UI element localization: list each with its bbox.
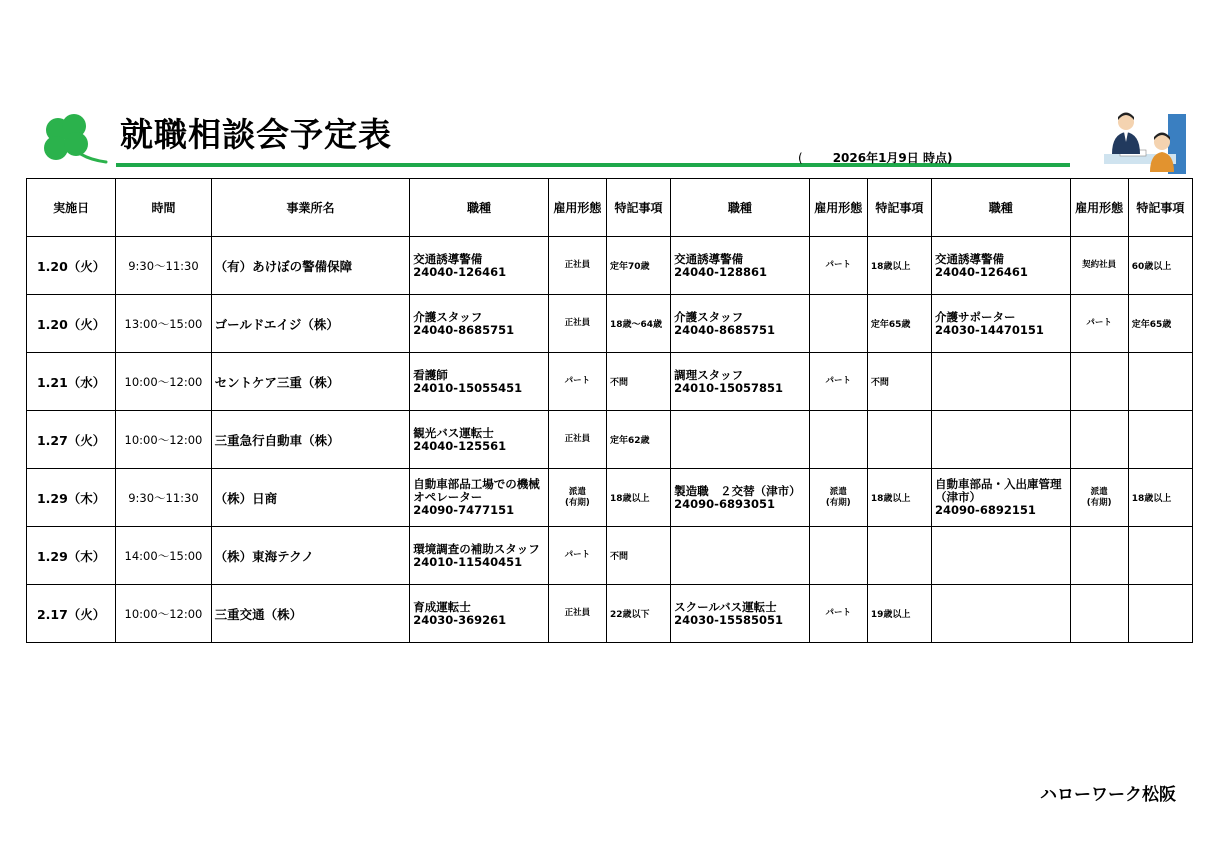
job-cell bbox=[671, 295, 809, 353]
session-date: 1.29（木） bbox=[27, 469, 116, 527]
table-row bbox=[27, 527, 1193, 585]
session-date: 1.20（火） bbox=[27, 237, 116, 295]
header-employment-3: 雇用形態 bbox=[1070, 179, 1128, 237]
job-note: 18歳～64歳 bbox=[606, 295, 670, 353]
job-cell bbox=[932, 237, 1070, 295]
session-time: 10:00～12:00 bbox=[116, 585, 211, 643]
job-note: 18歳以上 bbox=[606, 469, 670, 527]
job-title: 育成運転士 bbox=[413, 599, 471, 614]
job-cell bbox=[671, 585, 809, 643]
session-date: 1.27（火） bbox=[27, 411, 116, 469]
job-title: 介護スタッフ bbox=[674, 309, 744, 324]
job-note: 22歳以下 bbox=[606, 585, 670, 643]
company-name: セントケア三重（株） bbox=[211, 353, 410, 411]
employment-type: 正社員 bbox=[548, 585, 606, 643]
job-number: 24030-369261 bbox=[413, 612, 507, 627]
job-title: 自動車部品工場での機械オペレーター bbox=[413, 477, 540, 504]
job-note bbox=[867, 411, 931, 469]
job-number: 24010-15057851 bbox=[674, 380, 783, 395]
header-note-1: 特記事項 bbox=[606, 179, 670, 237]
job-number: 24030-15585051 bbox=[674, 612, 783, 627]
page-title: 就職相談会予定表 bbox=[120, 115, 392, 154]
session-date: 1.21（水） bbox=[27, 353, 116, 411]
job-title: 製造職 ２交替（津市） bbox=[674, 483, 801, 498]
job-number: 24040-8685751 bbox=[413, 322, 515, 337]
header-company: 事業所名 bbox=[211, 179, 410, 237]
table-row bbox=[27, 469, 1193, 527]
job-number: 24040-128861 bbox=[674, 264, 767, 279]
employment-type: 派遣 (有期) bbox=[548, 469, 606, 527]
job-cell bbox=[410, 469, 548, 527]
job-number: 24010-11540451 bbox=[413, 554, 523, 569]
job-title: 介護スタッフ bbox=[413, 309, 483, 324]
table-row bbox=[27, 295, 1193, 353]
clover-logo-icon bbox=[36, 112, 108, 170]
job-note: 18歳以上 bbox=[867, 469, 931, 527]
job-cell bbox=[932, 411, 1070, 469]
job-note: 定年65歳 bbox=[867, 295, 931, 353]
table-row bbox=[27, 411, 1193, 469]
job-number: 24010-15055451 bbox=[413, 380, 523, 395]
job-note bbox=[1128, 411, 1192, 469]
employment-type bbox=[1070, 527, 1128, 585]
job-cell bbox=[671, 527, 809, 585]
job-cell bbox=[932, 527, 1070, 585]
job-number: 24090-6893051 bbox=[674, 496, 775, 511]
session-time: 14:00～15:00 bbox=[116, 527, 211, 585]
table-row bbox=[27, 237, 1193, 295]
employment-type: パート bbox=[548, 527, 606, 585]
job-number: 24040-8685751 bbox=[674, 322, 775, 337]
header-job-3: 職種 bbox=[932, 179, 1070, 237]
job-note: 不問 bbox=[867, 353, 931, 411]
job-title: 調理スタッフ bbox=[674, 367, 744, 382]
job-note bbox=[1128, 353, 1192, 411]
employment-type: パート bbox=[809, 353, 867, 411]
job-note: 定年65歳 bbox=[1128, 295, 1192, 353]
session-date: 1.20（火） bbox=[27, 295, 116, 353]
job-title: 自動車部品・入出庫管理（津市） bbox=[935, 477, 1062, 504]
company-name: （株）東海テクノ bbox=[211, 527, 410, 585]
job-cell bbox=[932, 353, 1070, 411]
job-cell bbox=[932, 469, 1070, 527]
job-title: スクールバス運転士 bbox=[674, 599, 777, 614]
job-note bbox=[1128, 527, 1192, 585]
job-cell bbox=[410, 237, 548, 295]
session-time: 13:00～15:00 bbox=[116, 295, 211, 353]
employment-type: パート bbox=[548, 353, 606, 411]
job-number: 24090-7477151 bbox=[413, 503, 515, 517]
job-title: 交通誘導警備 bbox=[413, 251, 483, 266]
table-header-row bbox=[27, 179, 1193, 237]
job-title: 環境調査の補助スタッフ bbox=[413, 541, 540, 556]
employment-type: 正社員 bbox=[548, 295, 606, 353]
header-time: 時間 bbox=[116, 179, 211, 237]
job-title: 交通誘導警備 bbox=[674, 251, 744, 266]
office-name: ハローワーク松阪 bbox=[1040, 785, 1176, 805]
employment-type bbox=[809, 411, 867, 469]
session-date: 1.29（木） bbox=[27, 527, 116, 585]
header-note-3: 特記事項 bbox=[1128, 179, 1192, 237]
company-name: 三重急行自動車（株） bbox=[211, 411, 410, 469]
header-date: 実施日 bbox=[27, 179, 116, 237]
company-name: （有）あけぼの警備保障 bbox=[211, 237, 410, 295]
employment-type bbox=[1070, 585, 1128, 643]
employment-type: パート bbox=[1070, 295, 1128, 353]
company-name: （株）日商 bbox=[211, 469, 410, 527]
company-name: ゴールドエイジ（株） bbox=[211, 295, 410, 353]
as-of-date: ( 2026年1月9日 時点) bbox=[798, 151, 953, 165]
job-number: 24040-125561 bbox=[413, 438, 507, 453]
job-title: 交通誘導警備 bbox=[935, 251, 1005, 266]
job-note: 不問 bbox=[606, 353, 670, 411]
employment-type bbox=[809, 527, 867, 585]
session-date: 2.17（火） bbox=[27, 585, 116, 643]
job-cell bbox=[932, 585, 1070, 643]
table-row bbox=[27, 585, 1193, 643]
job-cell bbox=[410, 411, 548, 469]
header-job-1: 職種 bbox=[410, 179, 548, 237]
employment-type bbox=[1070, 353, 1128, 411]
header-employment-2: 雇用形態 bbox=[809, 179, 867, 237]
job-cell bbox=[410, 527, 548, 585]
job-note: 18歳以上 bbox=[867, 237, 931, 295]
job-cell bbox=[671, 237, 809, 295]
session-time: 9:30～11:30 bbox=[116, 469, 211, 527]
employment-type: 正社員 bbox=[548, 237, 606, 295]
job-cell bbox=[410, 585, 548, 643]
session-time: 10:00～12:00 bbox=[116, 353, 211, 411]
job-cell bbox=[932, 295, 1070, 353]
consultation-illustration-icon bbox=[1104, 110, 1190, 176]
job-note: 定年70歳 bbox=[606, 237, 670, 295]
employment-type: パート bbox=[809, 237, 867, 295]
header-note-2: 特記事項 bbox=[867, 179, 931, 237]
header-employment-1: 雇用形態 bbox=[548, 179, 606, 237]
job-cell bbox=[410, 295, 548, 353]
employment-type: 正社員 bbox=[548, 411, 606, 469]
job-note: 60歳以上 bbox=[1128, 237, 1192, 295]
job-cell bbox=[671, 353, 809, 411]
job-note: 18歳以上 bbox=[1128, 469, 1192, 527]
job-cell bbox=[671, 469, 809, 527]
session-time: 10:00～12:00 bbox=[116, 411, 211, 469]
job-number: 24090-6892151 bbox=[935, 503, 1036, 517]
schedule-table bbox=[26, 178, 1193, 643]
employment-type: パート bbox=[809, 585, 867, 643]
job-title: 観光バス運転士 bbox=[413, 425, 494, 440]
employment-type: 契約社員 bbox=[1070, 237, 1128, 295]
job-title: 看護師 bbox=[413, 367, 448, 382]
employment-type bbox=[809, 295, 867, 353]
session-time: 9:30～11:30 bbox=[116, 237, 211, 295]
job-note: 19歳以上 bbox=[867, 585, 931, 643]
table-row bbox=[27, 353, 1193, 411]
job-note: 定年62歳 bbox=[606, 411, 670, 469]
header-job-2: 職種 bbox=[671, 179, 809, 237]
job-cell bbox=[410, 353, 548, 411]
employment-type bbox=[1070, 411, 1128, 469]
job-note bbox=[867, 527, 931, 585]
employment-type: 派遣 (有期) bbox=[809, 469, 867, 527]
job-cell bbox=[671, 411, 809, 469]
company-name: 三重交通（株） bbox=[211, 585, 410, 643]
job-number: 24040-126461 bbox=[935, 264, 1028, 279]
job-title: 介護サポーター bbox=[935, 309, 1016, 324]
job-note bbox=[1128, 585, 1192, 643]
job-number: 24030-14470151 bbox=[935, 322, 1044, 337]
job-number: 24040-126461 bbox=[413, 264, 507, 279]
employment-type: 派遣 (有期) bbox=[1070, 469, 1128, 527]
job-note: 不問 bbox=[606, 527, 670, 585]
